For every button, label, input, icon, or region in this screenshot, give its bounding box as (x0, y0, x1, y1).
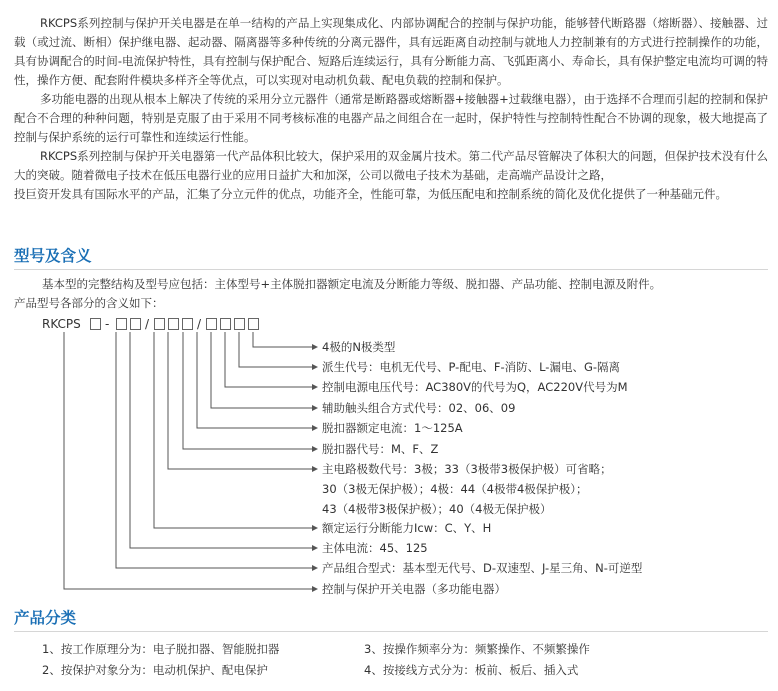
leader-line-7 (168, 332, 312, 469)
arrow-6 (312, 446, 318, 452)
model-structure-line: 基本型的完整结构及型号应包括：主体型号+主体脱扣器额定电流及分断能力等级、脱扣器、产品功能、控制电源及附件。 (42, 277, 662, 291)
arrow-10 (312, 565, 318, 571)
arrow-1 (312, 344, 318, 350)
code-box-1 (90, 318, 101, 330)
classification-item-3: 3、按操作频率分为：频繁操作、不频繁操作 (364, 642, 590, 656)
leader-line-11 (64, 332, 312, 589)
classification-item-2: 2、按保护对象分为：电动机保护、配电保护 (42, 663, 268, 677)
arrow-2 (312, 364, 318, 370)
code-box-5 (168, 318, 179, 330)
arrow-4 (312, 405, 318, 411)
desc-aux-contact: 辅助触头组合方式代号：02、06、09 (322, 401, 516, 415)
arrow-3 (312, 384, 318, 390)
desc-pole-code-3: 43（4极带3极保护极）；40（4极无保护极） (322, 502, 552, 516)
desc-product-name: 控制与保护开关电器（多功能电器） (322, 582, 506, 596)
model-meaning-intro: 产品型号各部分的含义如下： (14, 296, 164, 310)
code-slash-2: / (197, 317, 202, 331)
desc-n-pole-type: 4极的N极类型 (322, 340, 396, 354)
code-box-8 (220, 318, 231, 330)
desc-breaking-capacity: 额定运行分断能力Icw：C、Y、H (322, 521, 492, 535)
leader-line-10 (116, 332, 312, 568)
leader-line-5 (197, 332, 312, 428)
code-box-9 (234, 318, 245, 330)
desc-main-current: 主体电流：45、125 (322, 541, 428, 555)
desc-pole-code-2: 30（3极无保护极）；4极：44（4极带4极保护极）； (322, 482, 588, 496)
section-title-model: 型号及含义 (14, 246, 768, 270)
desc-release-current: 脱扣器额定电流：1～125A (322, 421, 463, 435)
classification-item-4: 4、按接线方式分为：板前、板后、插入式 (364, 663, 579, 677)
desc-control-voltage: 控制电源电压代号：AC380V的代号为Q，AC220V代号为M (322, 380, 628, 394)
leader-line-1 (253, 332, 312, 347)
desc-combination-type: 产品组合型式：基本型无代号、D-双速型、J-星三角、N-可逆型 (322, 561, 643, 575)
arrow-5 (312, 425, 318, 431)
intro-paragraph-2: 多功能电器的出现从根本上解决了传统的采用分立元器件（通常是断路器或熔断器+接触器+过载继电器），由于选择不合理而引起的控制和保护配合不合理的种种问题，特别是克服了由于采用不同考核标准的电器产品之间组合在一起时，保护特性与控制特性配合不协调的现象，极大地提高了控制与保护系统的运行可靠性和连续运行性能。 (14, 92, 768, 144)
code-box-7 (206, 318, 217, 330)
arrow-7 (312, 466, 318, 472)
model-prefix: RKCPS (42, 317, 81, 331)
leader-line-9 (130, 332, 312, 548)
code-box-3 (130, 318, 141, 330)
desc-derivative-code: 派生代号：电机无代号、P-配电、F-消防、L-漏电、G-隔离 (322, 360, 621, 374)
leader-line-3 (225, 332, 312, 387)
intro-paragraph-1: RKCPS系列控制与保护开关电器是在单一结构的产品上实现集成化、内部协调配合的控制与保护功能，能够替代断路器（熔断器）、接触器、过载（或过流、断相）保护继电器、起动器、隔离器等多种传统的分离元器件，具有远距离自动控制与就地人力控制兼有的方式进行控制操作的功能，具有协调配合的时间-电流保护特性，具有控制与保护配合、短路后连续运行，具有分断能力高、飞弧距离小、寿命长，具有保护整定电流均可调的特性，操作方便、配套附件模块多样齐全等优点，可以实现对电动机负载、配电负载的控制和保护。 (14, 16, 768, 87)
arrow-9 (312, 545, 318, 551)
code-box-4 (154, 318, 165, 330)
intro-paragraph-4: 投巨资开发具有国际水平的产品，汇集了分立元件的优点，功能齐全，性能可靠，为低压配电和控制系统的简化及优化提供了一种基础元件。 (14, 187, 727, 201)
desc-pole-code-1: 主电路极数代号：3极；33（3极带3极保护极）可省略； (322, 462, 612, 476)
code-dash: - (105, 317, 110, 331)
code-box-6 (182, 318, 193, 330)
arrow-8 (312, 525, 318, 531)
arrow-11 (312, 586, 318, 592)
section-title-classification: 产品分类 (14, 608, 768, 632)
intro-text (14, 14, 768, 204)
leader-line-8 (154, 332, 312, 528)
code-box-10 (248, 318, 259, 330)
desc-release-code: 脱扣器代号：M、F、Z (322, 442, 439, 456)
code-slash-1: / (145, 317, 150, 331)
leader-line-6 (183, 332, 312, 449)
classification-item-1: 1、按工作原理分为：电子脱扣器、智能脱扣器 (42, 642, 280, 656)
leader-line-2 (239, 332, 312, 367)
intro-paragraph-3: RKCPS系列控制与保护开关电器第一代产品体积比较大，保护采用的双金属片技术。第二代产品尽管解决了体积大的问题，但保护技术没有什么大的突破。随着微电子技术在低压电器行业的应用日益扩大和加深，公司以微电子技术为基础，走高端产品设计之路， (14, 149, 768, 182)
code-box-2 (116, 318, 127, 330)
leader-line-4 (211, 332, 312, 408)
